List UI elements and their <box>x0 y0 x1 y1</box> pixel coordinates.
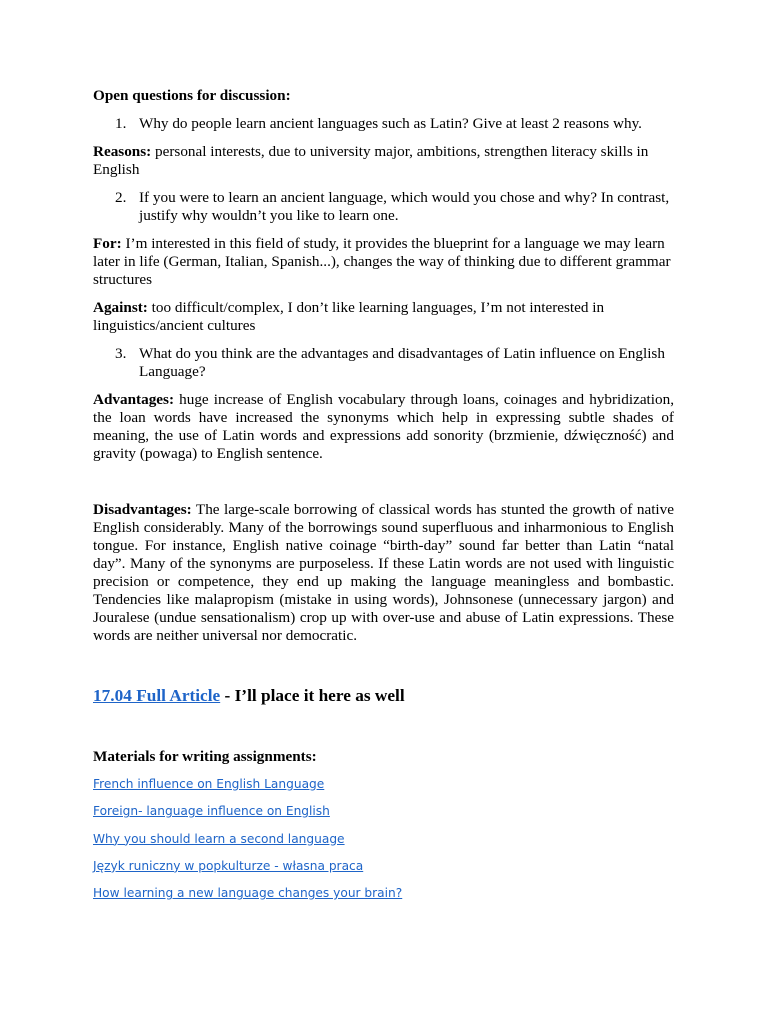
list-item <box>93 857 674 875</box>
question-text: Why do people learn ancient languages such as Latin? Give at least 2 reasons why. <box>139 115 642 132</box>
blank-line <box>93 473 674 501</box>
discussion-heading: Open questions for discussion: <box>93 87 291 104</box>
document-page <box>93 87 674 911</box>
answer-text: The large-scale borrowing of classical words has stunted the growth of native English considerably. Many of the borrowings sound superfluous and inharmonious to English tongue. For instance, English native coinage “birth-day” sound far better than Latin “natal day”. Many of the synonyms are purposeless. If these Latin words are not used with linguistic precision or competence, they end up making the language meaningless and bombastic. Tendencies like malapropism (mistake in using words), Johnsonese (unnecessary jargon) and Jouralese (undue sensationalism) crop up with over-use and abuse of Latin expressions. These words are neither universal nor democratic. <box>93 501 674 644</box>
question-3 <box>93 345 674 381</box>
question-2 <box>93 189 674 225</box>
list-item <box>93 775 674 793</box>
disadvantages-answer <box>93 501 674 645</box>
article-heading-suffix: - I’ll place it here as well <box>220 686 405 705</box>
answer-label: For: <box>93 235 122 252</box>
answer-label: Against: <box>93 299 148 316</box>
reasons-answer <box>93 143 674 179</box>
material-link[interactable]: Foreign- language influence on English <box>93 804 330 819</box>
article-heading <box>93 686 674 706</box>
answer-text: too difficult/complex, I don’t like learning languages, I’m not interested in linguistics/ancient cultures <box>93 299 605 334</box>
question-number: 2. <box>115 189 127 206</box>
material-link[interactable]: How learning a new language changes your brain? <box>93 886 403 901</box>
materials-heading: Materials for writing assignments: <box>93 748 317 765</box>
for-answer <box>93 235 674 289</box>
answer-label: Advantages: <box>93 391 175 408</box>
question-text: What do you think are the advantages and disadvantages of Latin influence on English Language? <box>139 345 665 380</box>
advantages-answer <box>93 391 674 463</box>
against-answer <box>93 299 674 335</box>
material-link[interactable]: Język runiczny w popkulturze - własna praca <box>93 858 364 873</box>
question-number: 1. <box>115 115 127 132</box>
list-item <box>93 884 674 902</box>
full-article-link[interactable]: 17.04 Full Article <box>93 686 221 705</box>
answer-text: personal interests, due to university major, ambitions, strengthen literacy skills in English <box>93 143 649 178</box>
question-1 <box>93 115 674 133</box>
question-number: 3. <box>115 345 127 362</box>
answer-text: I’m interested in this field of study, it provides the blueprint for a language we may learn later in life (German, Italian, Spanish...), changes the way of thinking due to different grammar structures <box>93 235 671 288</box>
materials-link-list <box>93 775 674 902</box>
material-link[interactable]: Why you should learn a second language <box>93 831 345 846</box>
list-item <box>93 830 674 848</box>
answer-label: Disadvantages: <box>93 501 192 518</box>
question-text: If you were to learn an ancient language, which would you chose and why? In contrast, justify why wouldn’t you like to learn one. <box>139 189 670 224</box>
material-link[interactable]: French influence on English Language <box>93 777 325 791</box>
list-item <box>93 802 674 820</box>
answer-text: huge increase of English vocabulary through loans, coinages and hybridization, the loan words have increased the synonyms which help in expressing subtle shades of meaning, the use of Latin words and expressions add sonority (brzmienie, dźwięczność) and gravity (powaga) to English sentence. <box>93 391 674 462</box>
answer-label: Reasons: <box>93 143 152 160</box>
